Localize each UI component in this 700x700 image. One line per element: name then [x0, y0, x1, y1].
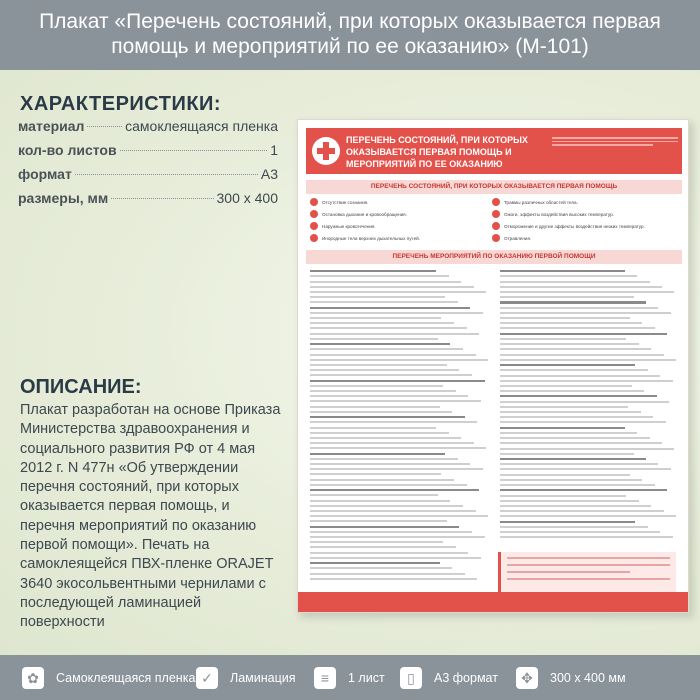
poster-text-line: [310, 484, 467, 486]
spec-leader: [120, 150, 268, 151]
poster-text-line: [310, 541, 443, 543]
poster-text-line: [310, 374, 472, 376]
poster-text-line: [310, 458, 458, 460]
poster-section-states: ПЕРЕЧЕНЬ СОСТОЯНИЙ, ПРИ КОТОРЫХ ОКАЗЫВАЕТСЯ ПЕРВАЯ ПОМОЩЬ: [306, 180, 682, 194]
poster-text-line: [500, 401, 669, 403]
state-icon: [492, 222, 500, 230]
poster-header-note: [552, 137, 678, 148]
spec-label: формат: [18, 166, 72, 182]
poster-text-line: [310, 307, 470, 309]
feature-label: А3 формат: [434, 671, 498, 685]
poster-text-line: [310, 312, 483, 314]
poster-text-line: [310, 567, 452, 569]
state-item: Травмы различных областей тела.: [492, 198, 578, 206]
poster-text-line: [310, 411, 452, 413]
poster-text-line: [310, 385, 443, 387]
poster-text-line: [310, 395, 468, 397]
poster-text-line: [500, 291, 674, 293]
poster-text-line: [310, 526, 459, 528]
poster-text-line: [310, 286, 474, 288]
poster-text-line: [500, 500, 639, 502]
poster-text-line: [500, 395, 657, 397]
poster-text-line: [310, 463, 470, 465]
poster-text-line: [500, 521, 635, 523]
state-icon: [310, 222, 318, 230]
product-title-bar: [0, 0, 700, 70]
poster-text-line: [310, 468, 483, 470]
poster-text-line: [500, 448, 674, 450]
poster-text-line: [310, 390, 456, 392]
poster-text-line: [500, 338, 626, 340]
poster-text-line: [500, 468, 671, 470]
spec-label: материал: [18, 118, 85, 134]
poster-text-line: [310, 479, 454, 481]
poster-text-line: [310, 416, 465, 418]
poster-text-line: [310, 500, 450, 502]
poster-text-line: [500, 484, 655, 486]
poster-text-line: [500, 348, 651, 350]
state-icon: [492, 198, 500, 206]
spec-leader: [75, 174, 258, 175]
poster-text-line: [310, 327, 467, 329]
poster-text-line: [310, 536, 485, 538]
poster-text-line: [310, 505, 463, 507]
feature-label: 300 х 400 мм: [550, 671, 626, 685]
stack-icon: ≡: [314, 667, 336, 689]
poster-text-line: [500, 359, 676, 361]
poster-text-line: [310, 348, 463, 350]
spec-value: А3: [260, 166, 278, 182]
medical-cross-icon: [312, 137, 340, 165]
state-icon: [492, 234, 500, 242]
poster-text-line: [500, 526, 648, 528]
poster-text-line: [310, 369, 459, 371]
poster-text-line: [500, 317, 630, 319]
gear-icon: ✿: [22, 667, 44, 689]
feature-format: [400, 667, 498, 689]
poster-text-line: [500, 390, 644, 392]
poster-text-line: [500, 411, 641, 413]
poster-header: [306, 128, 682, 174]
poster-text-line: [310, 421, 477, 423]
poster-text-line: [310, 291, 486, 293]
poster-text-line: [310, 437, 461, 439]
poster-preview[interactable]: [297, 119, 689, 613]
state-item: Отравления.: [492, 234, 531, 242]
poster-title: ПЕРЕЧЕНЬ СОСТОЯНИЙ, ПРИ КОТОРЫХ ОКАЗЫВАЕТСЯ ПЕРВАЯ ПОМОЩЬ И МЕРОПРИЯТИЙ ПО ЕЕ ОКАЗАНИЮ: [346, 135, 528, 169]
poster-text-line: [500, 312, 671, 314]
state-icon: [310, 210, 318, 218]
poster-text-line: [310, 489, 479, 491]
poster-text-line: [500, 453, 634, 455]
poster-text-line: [500, 495, 626, 497]
poster-text-line: [500, 301, 646, 303]
spec-value: самоклеящаяся пленка: [125, 118, 278, 134]
product-title-line-2: помощь и мероприятий по ее оказанию» (М-101): [111, 35, 589, 58]
poster-text-line: [500, 427, 625, 429]
poster-text-line: [310, 427, 436, 429]
poster-measures-right: [500, 270, 678, 541]
poster-text-line: [500, 369, 648, 371]
feature-label: Ламинация: [230, 671, 296, 685]
product-title-line-1: Плакат «Перечень состояний, при которых оказывается первая: [39, 10, 661, 33]
poster-text-line: [500, 354, 664, 356]
spec-row-size: [18, 190, 278, 214]
poster-text-line: [310, 301, 458, 303]
feature-film: [22, 667, 195, 689]
spec-row-sheets: [18, 142, 278, 166]
poster-text-line: [310, 453, 445, 455]
spec-row-format: [18, 166, 278, 190]
poster-text-line: [310, 520, 447, 522]
spec-label: размеры, мм: [18, 190, 109, 206]
state-item: Инородные тела верхних дыхательных путей.: [310, 234, 420, 242]
poster-text-line: [310, 275, 449, 277]
poster-text-line: [310, 573, 465, 575]
poster-text-line: [500, 281, 650, 283]
poster-text-line: [500, 296, 634, 298]
poster-text-line: [500, 432, 637, 434]
poster-text-line: [310, 364, 447, 366]
poster-text-line: [310, 546, 456, 548]
poster-text-line: [310, 338, 438, 340]
feature-sheets: [314, 667, 385, 689]
poster-text-line: [310, 359, 488, 361]
poster-text-line: [500, 380, 673, 382]
poster-text-line: [310, 552, 468, 554]
poster-text-line: [310, 343, 450, 345]
poster-text-line: [500, 333, 667, 335]
spec-row-material: [18, 118, 278, 142]
poster-text-line: [310, 557, 481, 559]
state-icon: [310, 198, 318, 206]
state-item: Отсутствие сознания.: [310, 198, 368, 206]
poster-text-line: [310, 380, 485, 382]
poster-footer: [298, 592, 689, 613]
poster-text-line: [310, 510, 476, 512]
poster-text-line: [310, 432, 449, 434]
poster-text-line: [310, 447, 486, 449]
description-text: Плакат разработан на основе Приказа Министерства здравоохранения и социального развития РФ от 4 мая 2012 г. N 477н «Об утверждении перечня состояний, при которых оказывается первая помощь, и перечня мероприятий по оказанию первой помощи». Печать на самоклеящейся ПВХ-пленке ORAJET 3640 экосольвентными чернилами с последующей ламинацией поверхности: [20, 402, 281, 631]
spec-value: 1: [270, 142, 278, 158]
poster-text-line: [500, 536, 673, 538]
state-icon: [492, 210, 500, 218]
spec-leader: [87, 126, 122, 127]
poster-measures-left: [310, 270, 490, 583]
poster-text-line: [500, 458, 646, 460]
poster-text-line: [500, 322, 642, 324]
document-icon: ▯: [400, 667, 422, 689]
description-heading: ОПИСАНИЕ:: [20, 376, 142, 398]
spec-leader: [111, 198, 213, 199]
poster-text-line: [500, 364, 635, 366]
poster-text-line: [500, 375, 660, 377]
poster-text-line: [500, 442, 662, 444]
poster-text-line: [500, 489, 667, 491]
poster-text-line: [500, 286, 662, 288]
state-icon: [310, 234, 318, 242]
poster-text-line: [500, 505, 651, 507]
poster-text-line: [500, 406, 628, 408]
poster-text-line: [500, 327, 655, 329]
poster-text-line: [310, 442, 474, 444]
poster-text-line: [500, 515, 676, 517]
specs-table: [18, 118, 278, 214]
poster-text-line: [310, 473, 441, 475]
poster-text-line: [500, 275, 637, 277]
poster-text-line: [500, 437, 650, 439]
feature-label: Самоклеящаяся пленка: [56, 671, 196, 685]
poster-text-line: [500, 463, 658, 465]
poster-text-line: [500, 416, 653, 418]
feature-size: [516, 667, 626, 689]
expand-icon: ✥: [516, 667, 538, 689]
poster-text-line: [310, 578, 477, 580]
poster-text-line: [500, 510, 664, 512]
poster-text-line: [310, 270, 436, 272]
feature-label: 1 лист: [348, 671, 385, 685]
poster-text-line: [310, 317, 441, 319]
state-item: Отморожение и другие эффекты воздействия низких температур.: [492, 222, 645, 230]
poster-section-measures: ПЕРЕЧЕНЬ МЕРОПРИЯТИЙ ПО ОКАЗАНИЮ ПЕРВОЙ ПОМОЩИ: [306, 250, 682, 264]
poster-text-line: [500, 270, 625, 272]
check-icon: ✓: [196, 667, 218, 689]
poster-text-line: [310, 515, 488, 517]
poster-text-line: [310, 322, 454, 324]
spec-label: кол-во листов: [18, 142, 117, 158]
features-bar: [0, 655, 700, 700]
feature-lamination: [196, 667, 296, 689]
poster-text-line: [310, 494, 438, 496]
poster-text-line: [310, 333, 479, 335]
poster-text-line: [310, 354, 476, 356]
poster-text-line: [310, 296, 445, 298]
state-item: Остановка дыхания и кровообращения.: [310, 210, 407, 218]
poster-text-line: [310, 281, 461, 283]
poster-text-line: [500, 479, 642, 481]
poster-text-line: [310, 562, 440, 564]
poster-text-line: [310, 531, 472, 533]
state-item: Наружные кровотечения.: [310, 222, 376, 230]
poster-text-line: [500, 421, 666, 423]
poster-text-line: [500, 307, 658, 309]
poster-text-line: [500, 385, 632, 387]
poster-text-line: [500, 531, 660, 533]
state-item: Ожоги, эффекты воздействия высоких температур.: [492, 210, 614, 218]
specs-heading: ХАРАКТЕРИСТИКИ:: [20, 93, 222, 115]
poster-text-line: [500, 343, 639, 345]
poster-text-line: [500, 474, 630, 476]
poster-text-line: [310, 406, 440, 408]
spec-value: 300 х 400: [216, 190, 278, 206]
poster-text-line: [310, 400, 481, 402]
